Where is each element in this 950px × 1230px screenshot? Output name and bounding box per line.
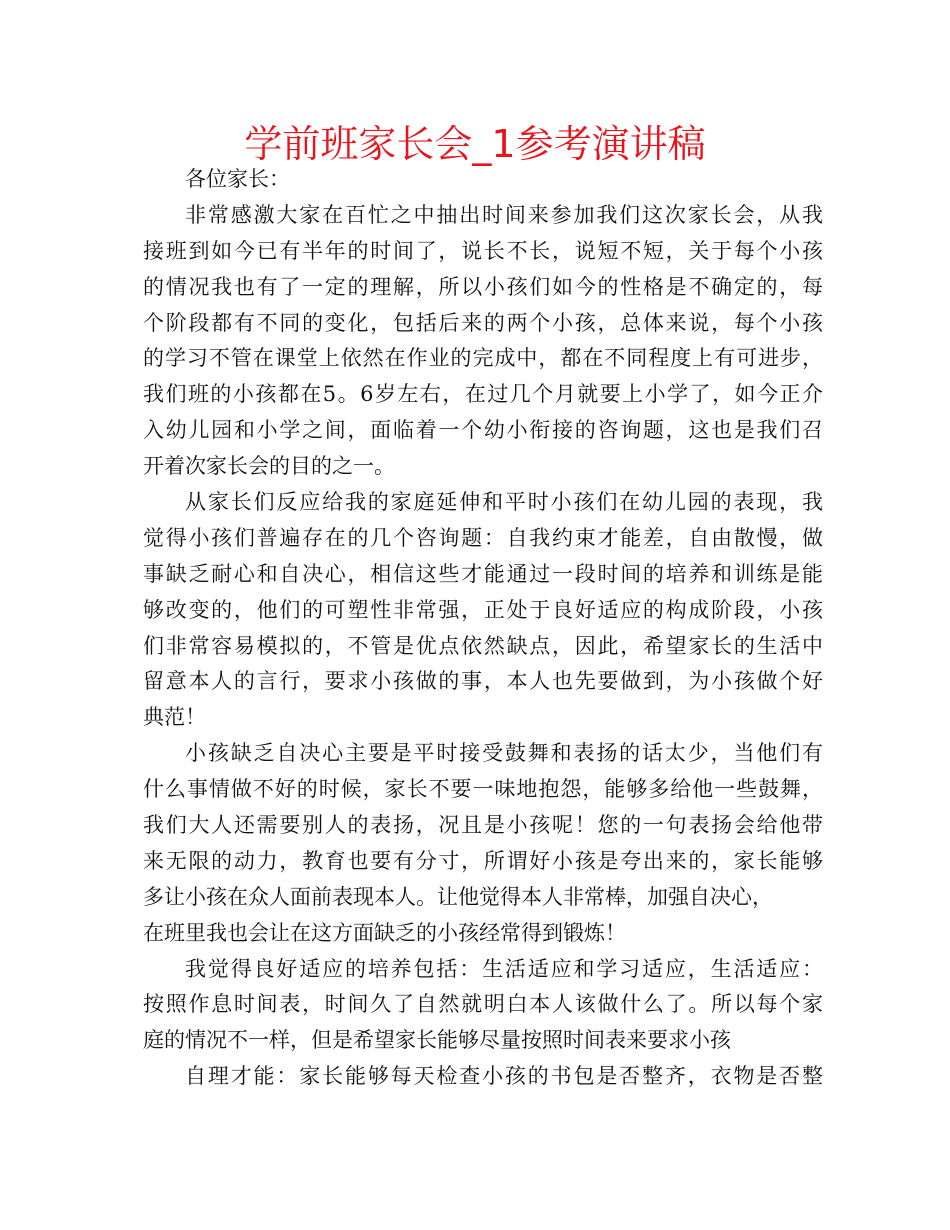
text-line: 来无限的动力，教育也要有分寸，所谓好小孩是夸出来的，家长能够: [143, 848, 823, 873]
text-line: 各位家长：: [185, 167, 290, 191]
text-line: 留意本人的言行，要求小孩做的事，本人也先要做到，为小孩做个好: [143, 669, 823, 694]
text-line: 我觉得良好适应的培养包括：生活适应和学习适应，生活适应：: [185, 956, 823, 981]
text-line: 的情况我也有了一定的理解，所以小孩们如今的性格是不确定的，每: [143, 274, 823, 299]
text-line: 在班里我也会让在这方面缺乏的小孩经常得到锻炼！: [143, 920, 626, 945]
text-line: 什么事情做不好的时候，家长不要一味地抱怨，能够多给他一些鼓舞，: [143, 777, 823, 802]
text-line: 的学习不管在课堂上依然在作业的完成中，都在不同程度上有可进步，: [143, 346, 823, 371]
text-line: 觉得小孩们普遍存在的几个咨询题：自我约束才能差，自由散慢，做: [143, 525, 823, 550]
text-line: 我们大人还需要别人的表扬，况且是小孩呢！您的一句表扬会给他带: [143, 813, 823, 838]
text-line: 够改变的，他们的可塑性非常强，正处于良好适应的构成阶段，小孩: [143, 597, 823, 622]
document-body: [143, 162, 823, 1095]
text-line: 自理才能：家长能够每天检查小孩的书包是否整齐，衣物是否整: [185, 1064, 823, 1089]
text-line: 入幼儿园和小学之间，面临着一个幼小衔接的咨询题，这也是我们召: [143, 418, 823, 443]
text-line: 非常感激大家在百忙之中抽出时间来参加我们这次家长会，从我: [185, 202, 823, 227]
text-line: 们非常容易模拟的，不管是优点依然缺点，因此，希望家长的生活中: [143, 633, 823, 658]
document-title: 学前班家长会_1参考演讲稿: [244, 122, 706, 166]
text-line: 小孩缺乏自决心主要是平时接受鼓舞和表扬的话太少，当他们有: [185, 741, 823, 766]
text-line: 事缺乏耐心和自决心，相信这些才能通过一段时间的培养和训练是能: [143, 561, 823, 586]
text-line: 接班到如今已有半年的时间了，说长不长，说短不短，关于每个小孩: [143, 238, 823, 263]
text-line: 典范！: [143, 705, 206, 730]
text-line: 个阶段都有不同的变化，包括后来的两个小孩，总体来说，每个小孩: [143, 310, 823, 335]
text-line: 从家长们反应给我的家庭延伸和平时小孩们在幼儿园的表现，我: [185, 490, 823, 515]
text-line: 庭的情况不一样，但是希望家长能够尽量按照时间表来要求小孩: [143, 1028, 731, 1053]
text-line: 按照作息时间表，时间久了自然就明白本人该做什么了。所以每个家: [143, 992, 823, 1017]
text-line: 我们班的小孩都在5。6岁左右，在过几个月就要上小学了，如今正介: [143, 382, 823, 407]
text-line: 开着次家长会的目的之一。: [143, 454, 395, 479]
text-line: 多让小孩在众人面前表现本人。让他觉得本人非常棒，加强自决心，: [143, 884, 773, 909]
